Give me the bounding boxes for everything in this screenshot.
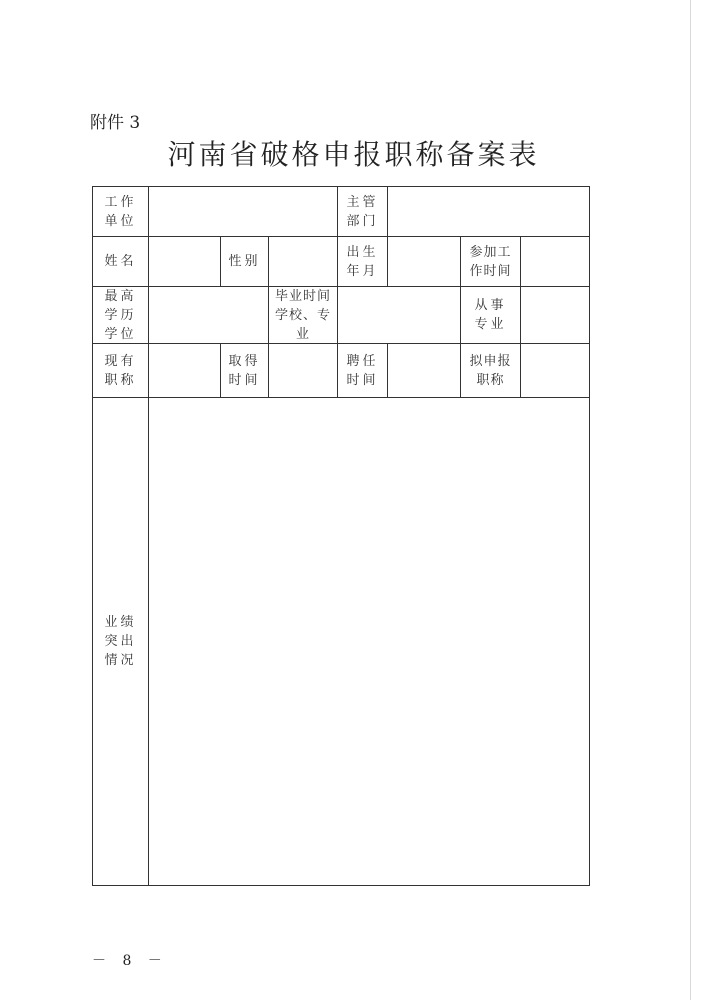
gender-label: 性别 <box>228 254 261 269</box>
current-title-field[interactable] <box>149 344 220 397</box>
birth-field[interactable] <box>388 237 460 286</box>
appointed-time-field[interactable] <box>388 344 460 397</box>
specialty-field[interactable] <box>521 287 589 343</box>
table-border-right <box>589 186 590 886</box>
specialty-label: 从事 专业 <box>474 298 507 332</box>
graduation-label: 毕业时间 学校、专 业 <box>274 288 331 342</box>
proposed-title-label: 拟申报 职称 <box>469 353 512 388</box>
achievements-label: 业绩 突出 情况 <box>104 615 137 668</box>
supervisor-field[interactable] <box>388 187 589 236</box>
achievements-field[interactable] <box>149 398 589 885</box>
supervisor-label: 主管 部门 <box>346 194 379 229</box>
gender-field[interactable] <box>269 237 337 286</box>
work-unit-label: 工作 单位 <box>104 194 137 229</box>
proposed-title-field[interactable] <box>521 344 589 397</box>
form-title: 河南省破格申报职称备案表 <box>167 138 540 171</box>
education-field[interactable] <box>149 287 268 343</box>
current-title-label: 现有 职称 <box>104 353 137 388</box>
name-field[interactable] <box>149 237 220 286</box>
page-number: － 8 － <box>92 953 168 969</box>
work-unit-field[interactable] <box>149 187 337 236</box>
appointed-time-label: 聘任 时间 <box>346 353 379 388</box>
name-label: 姓名 <box>104 254 137 269</box>
birth-label: 出生 年月 <box>346 244 379 279</box>
attachment-label: 附件 3 <box>90 113 141 133</box>
work-start-label: 参加工 作时间 <box>469 244 512 279</box>
graduation-field[interactable] <box>338 287 460 343</box>
record-form-table <box>92 186 590 886</box>
obtained-time-label: 取得 时间 <box>228 353 261 388</box>
work-start-field[interactable] <box>521 237 589 286</box>
education-label: 最高 学历 学位 <box>104 288 137 342</box>
table-border-bottom <box>92 885 590 886</box>
obtained-time-field[interactable] <box>269 344 337 397</box>
